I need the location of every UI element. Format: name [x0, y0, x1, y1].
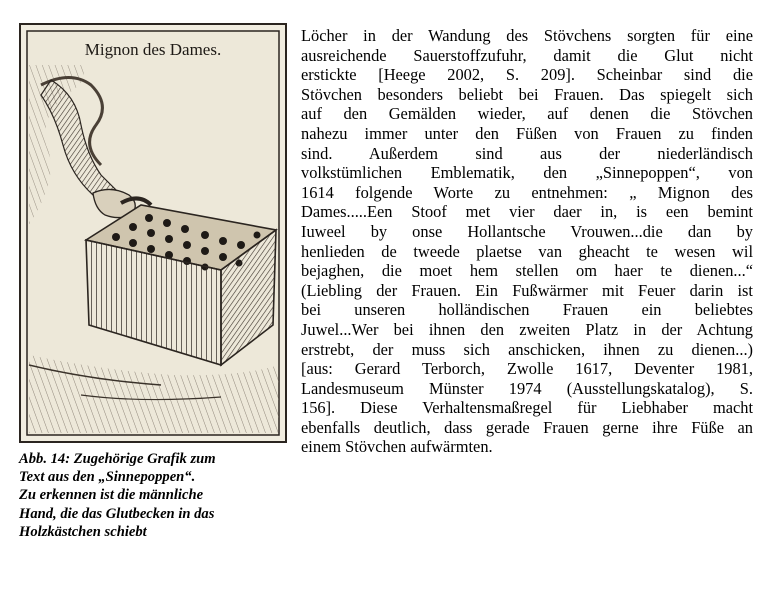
text-line: 156]. Diese Verhaltensmaßregel für Liebhaber macht [301, 398, 753, 418]
text-line: 1614 folgende Worte zu entnehmen: „ Mignon des [301, 182, 753, 202]
text-line: (Liebling der Frauen. Ein Fußwärmer mit Feuer darin ist [301, 280, 753, 300]
text-line: sind. Außerdem sind aus der niederländisch [301, 143, 753, 163]
text-line: erstickte [Heege 2002, S. 209]. Scheinbar sind die [301, 65, 753, 85]
text-line: Juwel...Wer bei ihnen den zweiten Platz in der Achtung [301, 319, 753, 339]
text-line: auf den Gemälden wieder, auf denen die Stövchen [301, 104, 753, 124]
text-line: Iuweel by onse Hollantsche Vrouwen...die dan by [301, 221, 753, 241]
text-line: ebenfalls deutlich, dass gerade Frauen gerne ihre Füße an [301, 417, 753, 437]
body-paragraph [301, 26, 753, 457]
text-line: erstrebt, der muss sich anschicken, ihnen zu dienen...) [301, 339, 753, 359]
text-line: ausreichende Sauerstoffzufuhr, damit die Glut nicht [301, 45, 753, 65]
engraving-illustration [19, 23, 287, 443]
text-line: volkstümlichen Emblematik, den „Sinnepoppen“, von [301, 163, 753, 183]
text-line: Landesmuseum Münster 1974 (Ausstellungskatalog), S. [301, 378, 753, 398]
text-line: henlieden de tweede plaetse van gheacht te wesen wil [301, 241, 753, 261]
text-line: Dames.....Een Stoof met vier daer in, is een bemint [301, 202, 753, 222]
caption-line: Text aus den „Sinnepoppen“. [19, 469, 196, 486]
caption-line: Zu erkennen ist die männliche [19, 487, 204, 504]
caption-line: Abb. 14: Zugehörige Grafik zum [19, 451, 216, 467]
caption-line: Hand, die das Glutbecken in das [19, 505, 215, 522]
text-line: bei unseren holländischen Frauen ein beliebtes [301, 300, 753, 320]
engraving-artwork [21, 25, 285, 441]
caption-line: Holzkästchen schiebt [19, 523, 147, 540]
text-line: einem Stövchen aufwärmten. [301, 437, 493, 457]
text-line: Stövchen besonders beliebt bei Frauen. Das spiegelt sich [301, 84, 753, 104]
text-line: [aus: Gerard Terborch, Zwolle 1617, Deventer 1981, [301, 359, 753, 379]
figure-title: Mignon des Dames. [84, 40, 222, 59]
text-line: bejaghen, die moet hem stellen om haer te dienen...“ [301, 261, 753, 281]
text-line: nahezu immer unter den Füßen von Frauen zu finden [301, 123, 753, 143]
text-line: Löcher in der Wandung des Stövchens sorgten für eine [301, 26, 753, 45]
figure-caption [19, 450, 287, 541]
